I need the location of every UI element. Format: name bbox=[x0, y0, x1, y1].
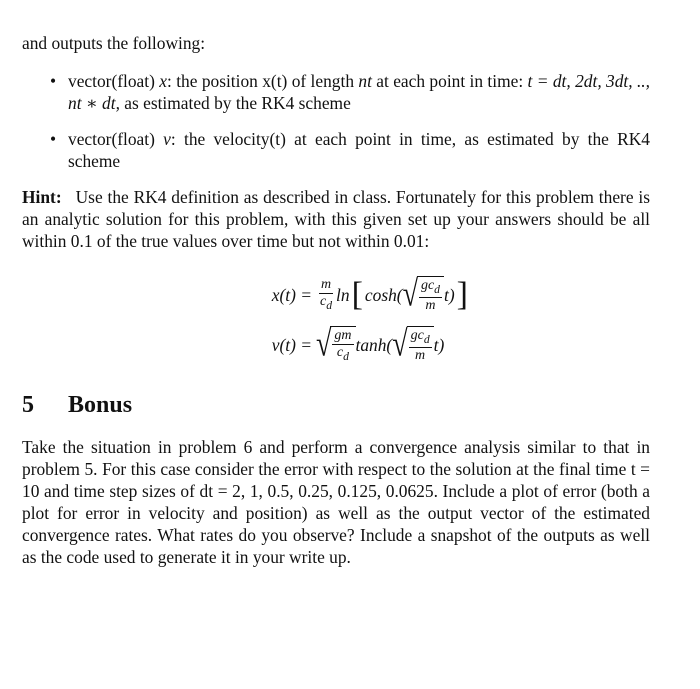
velocity-desc: : the velocity(t) at each point in time, as estimated by the RK4 scheme bbox=[68, 129, 650, 171]
radical-icon: √ bbox=[392, 324, 408, 365]
type-label: vector(float) bbox=[68, 71, 155, 91]
position-tail: as estimated by the RK4 scheme bbox=[124, 93, 351, 113]
section-title: Bonus bbox=[68, 392, 133, 418]
section-heading bbox=[22, 390, 650, 420]
position-desc-2: at each point in time: bbox=[376, 71, 524, 91]
document-page bbox=[22, 32, 650, 568]
position-desc: : the position x(t) of length bbox=[167, 71, 355, 91]
sqrt-gcd-over-m: √ $\frac{gc_d}{m}$ bbox=[403, 276, 444, 315]
fraction-m-over-cd: $\frac{m}{c_d}$ bbox=[320, 276, 333, 312]
tanh-symbol: tanh( bbox=[355, 335, 393, 355]
sqrt-gm-over-cd: √ $\frac{gm}{c_d}$ bbox=[316, 326, 356, 365]
section-number: 5 bbox=[22, 392, 34, 418]
equation-position bbox=[224, 270, 650, 320]
radical-icon: √ bbox=[316, 324, 332, 365]
eq-v-lhs: v(t) = bbox=[271, 335, 312, 355]
bonus-paragraph: Take the situation in problem 6 and perform a convergence analysis similar to that in problem 5. For this case consider the error with respect to the solution at the final time t = 10 and time step sizes of dt = 2, 1, 0.5, 0.25, 0.125, 0.0625. Include a plot of error (both a plot for error in velocity and position) as well as the output vector of the estimated convergence rates. What rates do you observe? Include a snapshot of the outputs as well as the code used to generate it in your write up. bbox=[22, 437, 650, 567]
right-bracket: ] bbox=[456, 276, 468, 313]
t-close-2: t) bbox=[433, 335, 445, 355]
list-item-velocity bbox=[22, 128, 650, 172]
equation-block bbox=[224, 270, 650, 370]
type-label: vector(float) bbox=[68, 129, 155, 149]
output-list bbox=[22, 70, 650, 172]
left-bracket: [ bbox=[351, 276, 363, 313]
hint-paragraph bbox=[22, 186, 650, 252]
cosh-symbol: cosh( bbox=[364, 285, 403, 305]
bullet-icon: • bbox=[50, 71, 57, 91]
var-x: x bbox=[159, 71, 168, 91]
time-series: dt, 2dt, 3dt, .., nt ∗ dt, bbox=[68, 71, 651, 113]
ln-symbol: ln bbox=[336, 285, 350, 305]
radical-icon: √ bbox=[402, 274, 418, 315]
nt-symbol: nt bbox=[358, 71, 372, 91]
bullet-icon: • bbox=[50, 129, 57, 149]
intro-text: and outputs the following: bbox=[22, 33, 206, 53]
hint-text: Use the RK4 definition as described in class. Fortunately for this problem there is an analytic solution for this problem, with this given set up your answers should be all within 0.1 of the true values over time but not within 0.01: bbox=[22, 187, 650, 251]
t-close: t) bbox=[444, 285, 455, 305]
list-item-position bbox=[22, 70, 650, 114]
t-equals: t = bbox=[527, 71, 549, 91]
var-v: v bbox=[163, 129, 171, 149]
hint-label: Hint: bbox=[22, 187, 62, 207]
sqrt-gcd-over-m-2: √ $\frac{gc_d}{m}$ bbox=[392, 326, 433, 365]
eq-x-lhs: x(t) = bbox=[271, 285, 312, 305]
equation-velocity bbox=[224, 320, 650, 370]
